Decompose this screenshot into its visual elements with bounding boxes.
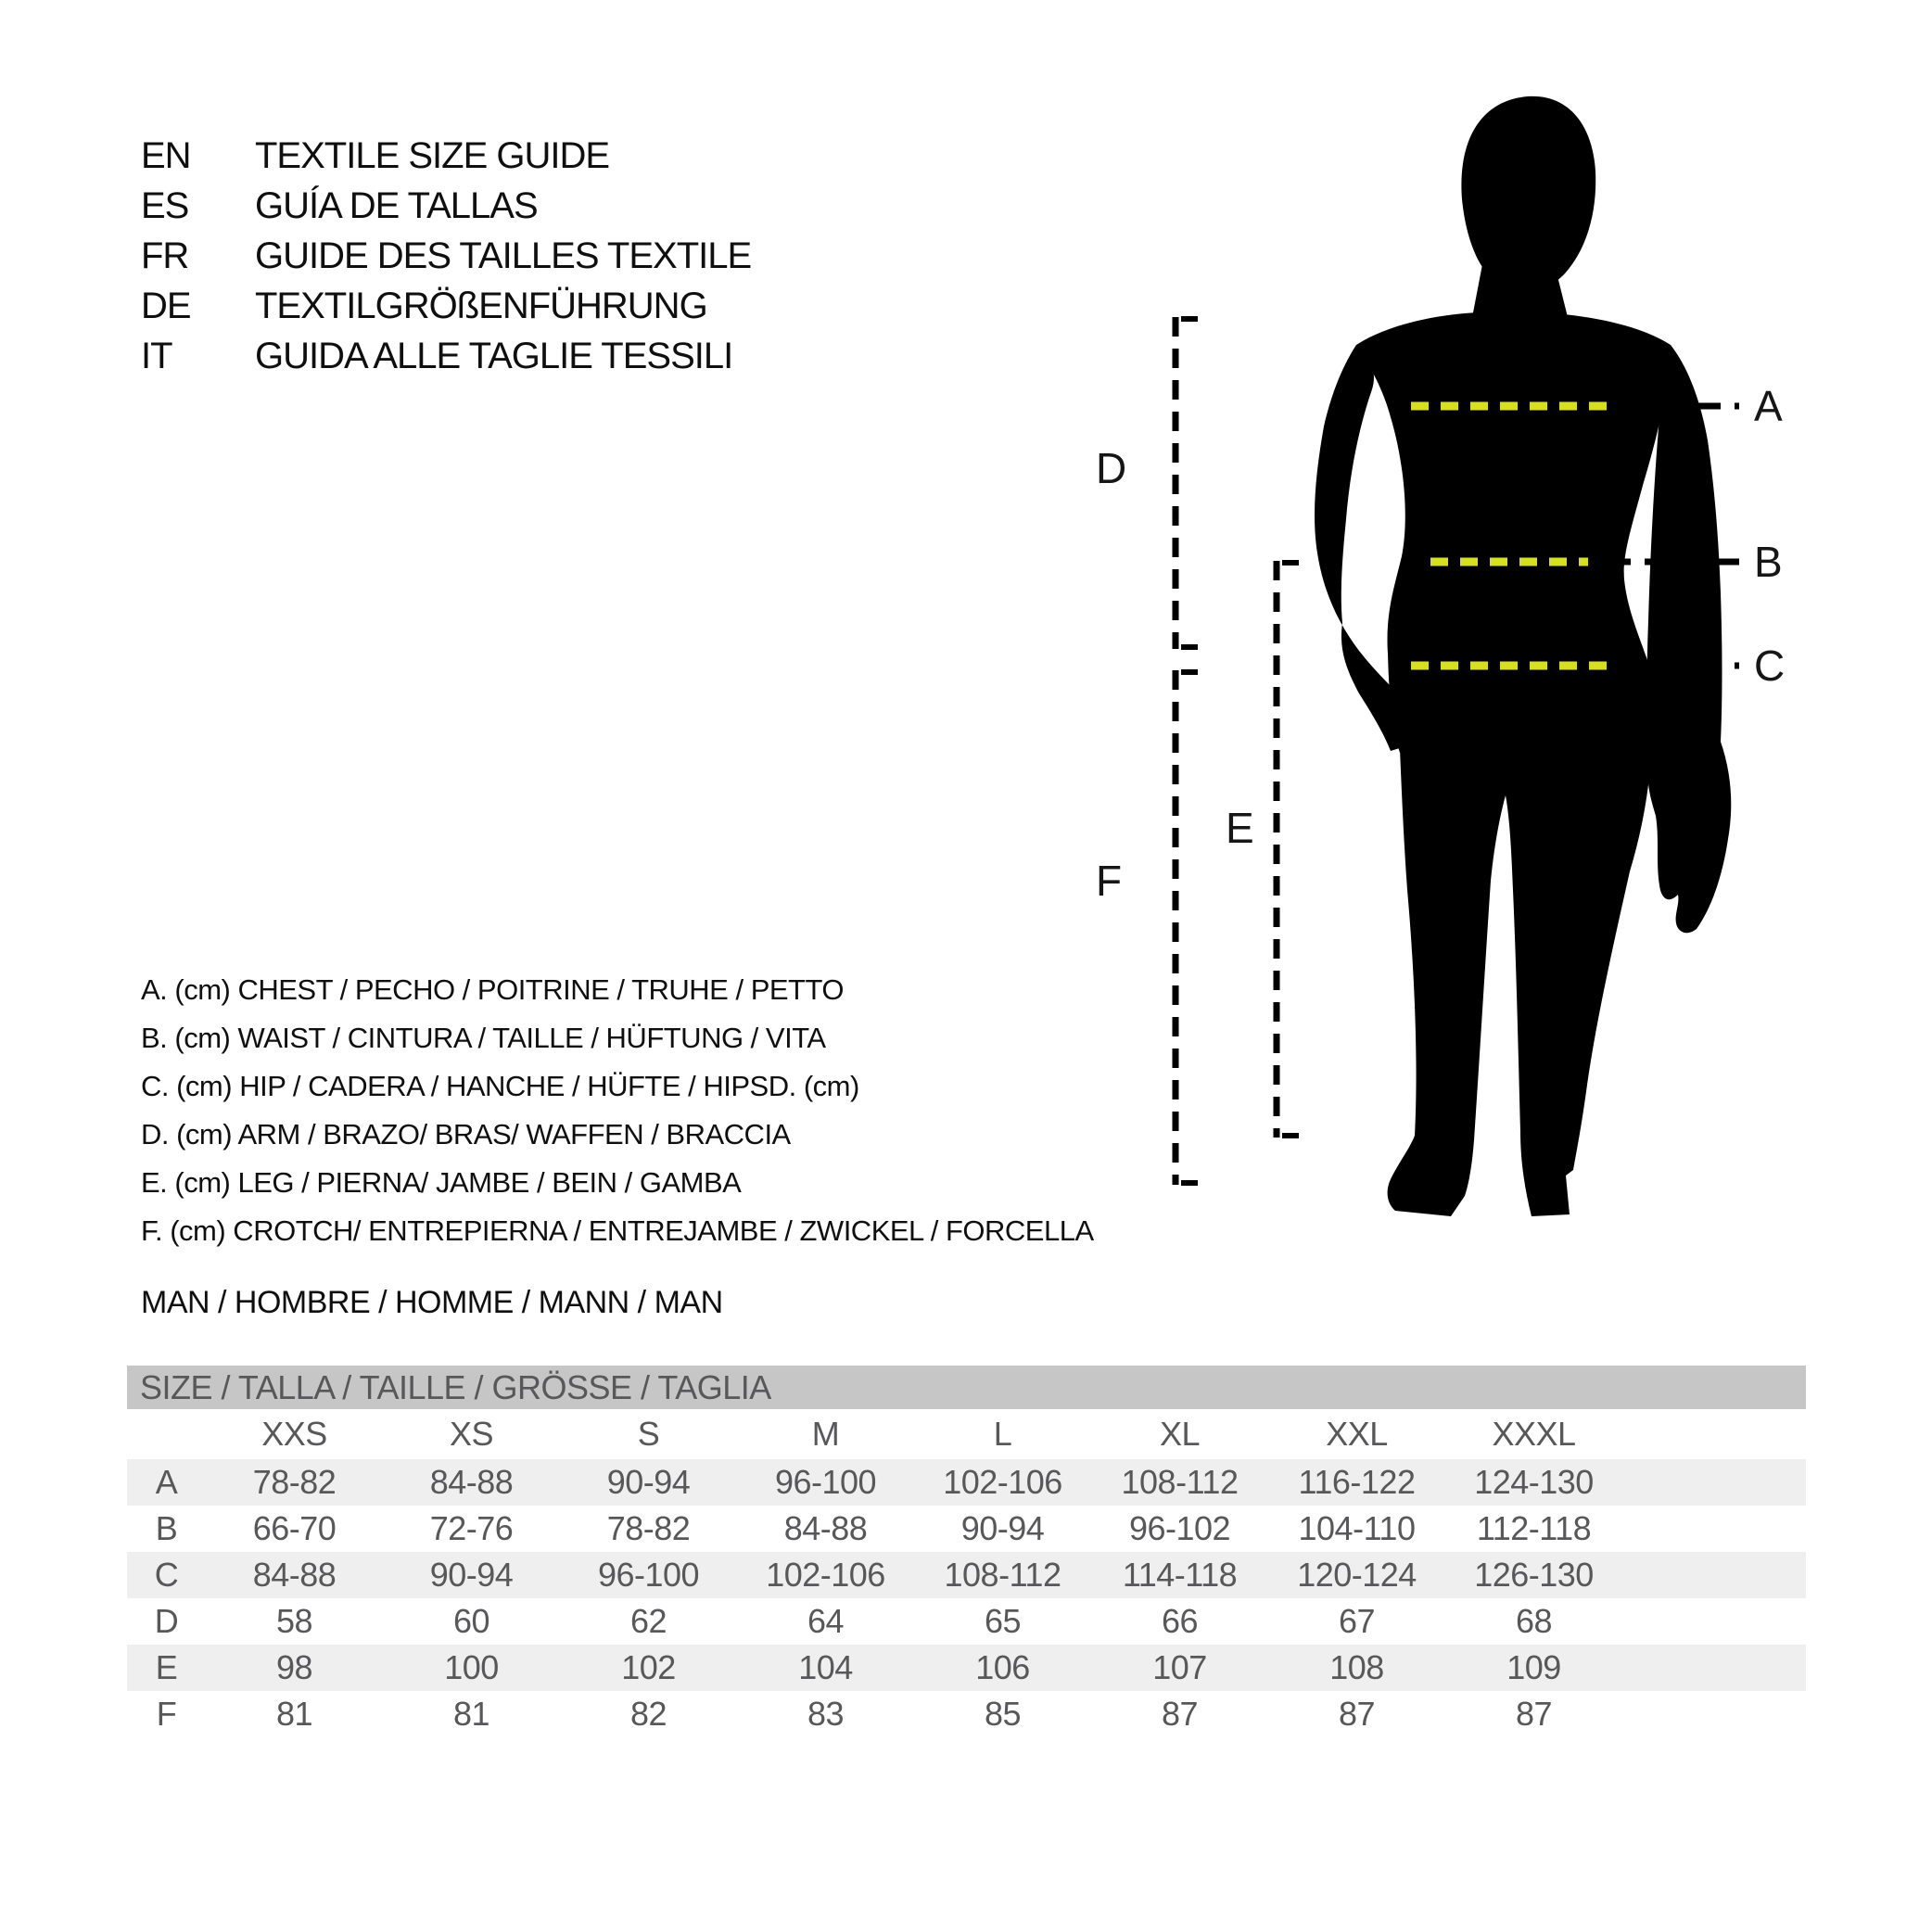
size-value: 60	[452, 1602, 490, 1640]
silhouette-head	[1461, 96, 1595, 292]
language-code: ES	[141, 185, 189, 226]
size-value: 62	[629, 1602, 667, 1640]
language-title: TEXTILGRÖßENFÜHRUNG	[255, 286, 707, 326]
size-value: 96-100	[597, 1556, 700, 1594]
language-title: GUIDE DES TAILLES TEXTILE	[255, 235, 752, 276]
size-value: 66	[1161, 1602, 1199, 1640]
size-value: 90-94	[960, 1509, 1045, 1547]
language-code: IT	[141, 336, 172, 376]
size-value: 107	[1152, 1648, 1207, 1686]
col-header-l: L	[993, 1415, 1012, 1453]
row-spacer	[1622, 1598, 1806, 1645]
table-row	[127, 1459, 1806, 1506]
size-value: 120-124	[1297, 1556, 1417, 1594]
label-chest: A	[1754, 382, 1783, 430]
size-value: 65	[984, 1602, 1022, 1640]
label-hip: C	[1754, 642, 1786, 690]
row-label-d: D	[154, 1602, 179, 1640]
size-value: 83	[807, 1695, 845, 1733]
size-value: 72-76	[429, 1509, 514, 1547]
size-value: 87	[1338, 1695, 1376, 1733]
language-title: GUÍA DE TALLAS	[255, 185, 538, 226]
size-table-section	[127, 1366, 1806, 1737]
size-value: 66-70	[252, 1509, 337, 1547]
table-row	[127, 1506, 1806, 1552]
row-spacer	[1622, 1645, 1806, 1691]
legend-line-e: E. (cm) LEG / PIERNA/ JAMBE / BEIN / GAMBA	[141, 1166, 742, 1199]
size-value: 87	[1515, 1695, 1553, 1733]
table-title-bar	[127, 1366, 1806, 1409]
size-value: 78-82	[252, 1463, 337, 1501]
size-value: 67	[1338, 1602, 1376, 1640]
size-value: 82	[629, 1695, 667, 1733]
language-code: DE	[141, 286, 191, 326]
size-value: 81	[275, 1695, 313, 1733]
size-value: 114-118	[1122, 1556, 1238, 1594]
size-value: 104	[798, 1648, 853, 1686]
size-col-spacer	[1622, 1409, 1806, 1459]
size-value: 96-100	[774, 1463, 877, 1501]
table-row	[127, 1645, 1806, 1691]
row-label-f: F	[156, 1695, 177, 1733]
row-spacer	[1622, 1691, 1806, 1737]
size-table	[127, 1409, 1806, 1737]
label-leg: E	[1226, 804, 1254, 852]
row-spacer	[1622, 1459, 1806, 1506]
size-value: 85	[984, 1695, 1022, 1733]
size-value: 90-94	[606, 1463, 691, 1501]
row-label-e: E	[155, 1648, 178, 1686]
col-header-xxs: XXS	[261, 1415, 327, 1453]
row-label-a: A	[155, 1463, 178, 1501]
table-row	[127, 1691, 1806, 1737]
size-value: 104-110	[1298, 1509, 1416, 1547]
measure-lines-vertical	[1176, 317, 1299, 1185]
silhouette-legs	[1388, 749, 1652, 1216]
size-table-head	[127, 1409, 1806, 1459]
size-value: 126-130	[1474, 1556, 1594, 1594]
size-value: 102	[621, 1648, 676, 1686]
col-header-xs: XS	[449, 1415, 494, 1453]
size-value: 96-102	[1128, 1509, 1231, 1547]
legend-line-d: D. (cm) ARM / BRAZO/ BRAS/ WAFFEN / BRACCIA	[141, 1118, 791, 1150]
size-value: 98	[275, 1648, 313, 1686]
size-value: 124-130	[1474, 1463, 1594, 1501]
col-header-xxl: XXL	[1326, 1415, 1388, 1453]
size-value: 84-88	[783, 1509, 868, 1547]
man-silhouette	[1315, 96, 1731, 1216]
language-code: FR	[141, 235, 189, 276]
legend-line-b: B. (cm) WAIST / CINTURA / TAILLE / HÜFTUNG / VITA	[141, 1022, 826, 1054]
size-value: 108	[1329, 1648, 1384, 1686]
label-arm: D	[1096, 444, 1127, 492]
size-value: 112-118	[1476, 1509, 1592, 1547]
size-value: 106	[975, 1648, 1030, 1686]
col-header-xxxl: XXXL	[1492, 1415, 1576, 1453]
size-col-corner	[127, 1409, 206, 1459]
size-value: 84-88	[429, 1463, 514, 1501]
table-row	[127, 1598, 1806, 1645]
language-title: GUIDA ALLE TAGLIE TESSILI	[255, 336, 733, 376]
size-value: 102-106	[943, 1463, 1062, 1501]
size-value: 102-106	[766, 1556, 885, 1594]
col-header-s: S	[637, 1415, 660, 1453]
label-crotch: F	[1096, 857, 1123, 905]
size-value: 116-122	[1298, 1463, 1416, 1501]
size-value: 84-88	[252, 1556, 337, 1594]
legend-line-f: F. (cm) CROTCH/ ENTREPIERNA / ENTREJAMBE / ZWICKEL / FORCELLA	[141, 1214, 1094, 1247]
size-value: 68	[1515, 1602, 1553, 1640]
row-label-c: C	[154, 1556, 179, 1594]
size-value: 100	[444, 1648, 499, 1686]
row-spacer	[1622, 1552, 1806, 1598]
col-header-xl: XL	[1159, 1415, 1201, 1453]
size-value: 108-112	[944, 1556, 1061, 1594]
size-value: 64	[807, 1602, 845, 1640]
size-table-body	[127, 1459, 1806, 1737]
label-waist: B	[1754, 538, 1783, 586]
silhouette-torso	[1356, 311, 1671, 753]
size-value: 90-94	[429, 1556, 514, 1594]
size-value: 87	[1161, 1695, 1199, 1733]
size-value: 109	[1506, 1648, 1561, 1686]
size-value: 78-82	[606, 1509, 691, 1547]
silhouette-right-arm	[1647, 345, 1732, 933]
row-spacer	[1622, 1506, 1806, 1552]
legend-line-a: A. (cm) CHEST / PECHO / POITRINE / TRUHE / PETTO	[141, 973, 844, 1006]
table-row	[127, 1552, 1806, 1598]
size-value: 108-112	[1121, 1463, 1239, 1501]
table-title: SIZE / TALLA / TAILLE / GRÖSSE / TAGLIA	[140, 1368, 771, 1406]
size-value: 58	[275, 1602, 313, 1640]
legend-line-c: C. (cm) HIP / CADERA / HANCHE / HÜFTE / HIPSD. (cm)	[141, 1070, 859, 1102]
language-code: EN	[141, 135, 191, 176]
language-title: TEXTILE SIZE GUIDE	[255, 135, 610, 176]
col-header-m: M	[811, 1415, 840, 1453]
row-label-b: B	[155, 1509, 178, 1547]
gender-line: MAN / HOMBRE / HOMME / MANN / MAN	[141, 1285, 723, 1320]
size-value: 81	[452, 1695, 490, 1733]
